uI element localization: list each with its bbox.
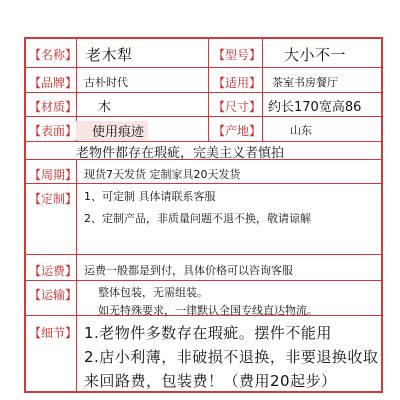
value-usage: 茶室书房餐厅 bbox=[272, 76, 338, 89]
label-model: 【型号】 bbox=[213, 48, 262, 62]
value-size: 约长170宽高86 bbox=[268, 100, 362, 115]
value-material: 木 bbox=[98, 100, 112, 115]
value-surface: 使用痕迹 bbox=[92, 125, 145, 140]
grid-line bbox=[208, 37, 209, 142]
value-shipping-fee: 运费一般都是到付，具体价格可以咨询客服 bbox=[84, 264, 293, 277]
details-line-2: 2.店小利薄，非破损不退换，非要退换收取 bbox=[84, 348, 379, 366]
label-usage: 【适用】 bbox=[213, 76, 262, 90]
label-material: 【材质】 bbox=[29, 100, 78, 114]
label-custom: 【定制】 bbox=[29, 192, 78, 206]
details-line-3: 来回路费，包装费！（费用20起步） bbox=[84, 372, 337, 390]
label-origin: 【产地】 bbox=[213, 124, 262, 138]
value-period: 现货7天发货 定制家具20天发货 bbox=[84, 168, 241, 181]
value-name: 老木犁 bbox=[86, 46, 133, 64]
label-shipping-fee: 【运费】 bbox=[29, 264, 78, 278]
value-origin: 山东 bbox=[290, 124, 312, 137]
details-line-1: 1.老物件多数存在瑕疵。摆件不能用 bbox=[84, 324, 332, 342]
label-transport: 【运输】 bbox=[29, 288, 78, 302]
label-details: 【细节】 bbox=[29, 326, 78, 340]
label-brand: 【品牌】 bbox=[29, 76, 78, 90]
value-brand: 古朴时代 bbox=[84, 76, 128, 89]
label-surface: 【表面】 bbox=[29, 124, 78, 138]
notice-text: 老物件都存在瑕疵，完美主义者慎拍 bbox=[76, 146, 285, 161]
transport-line-2: 如无特殊要求，一律默认全国专线直达物流。 bbox=[98, 304, 318, 317]
label-name: 【名称】 bbox=[29, 48, 78, 62]
label-period: 【周期】 bbox=[29, 168, 78, 182]
custom-line-2: 2、定制产品，非质量问题不退不换，敬请谅解 bbox=[84, 212, 311, 225]
label-size: 【尺寸】 bbox=[213, 100, 262, 114]
grid-line bbox=[262, 37, 263, 142]
value-model: 大小不一 bbox=[284, 46, 347, 64]
transport-line-1: 整体包装，无需组装。 bbox=[98, 286, 208, 299]
custom-line-1: 1、可定制 具体请联系客服 bbox=[84, 190, 216, 203]
